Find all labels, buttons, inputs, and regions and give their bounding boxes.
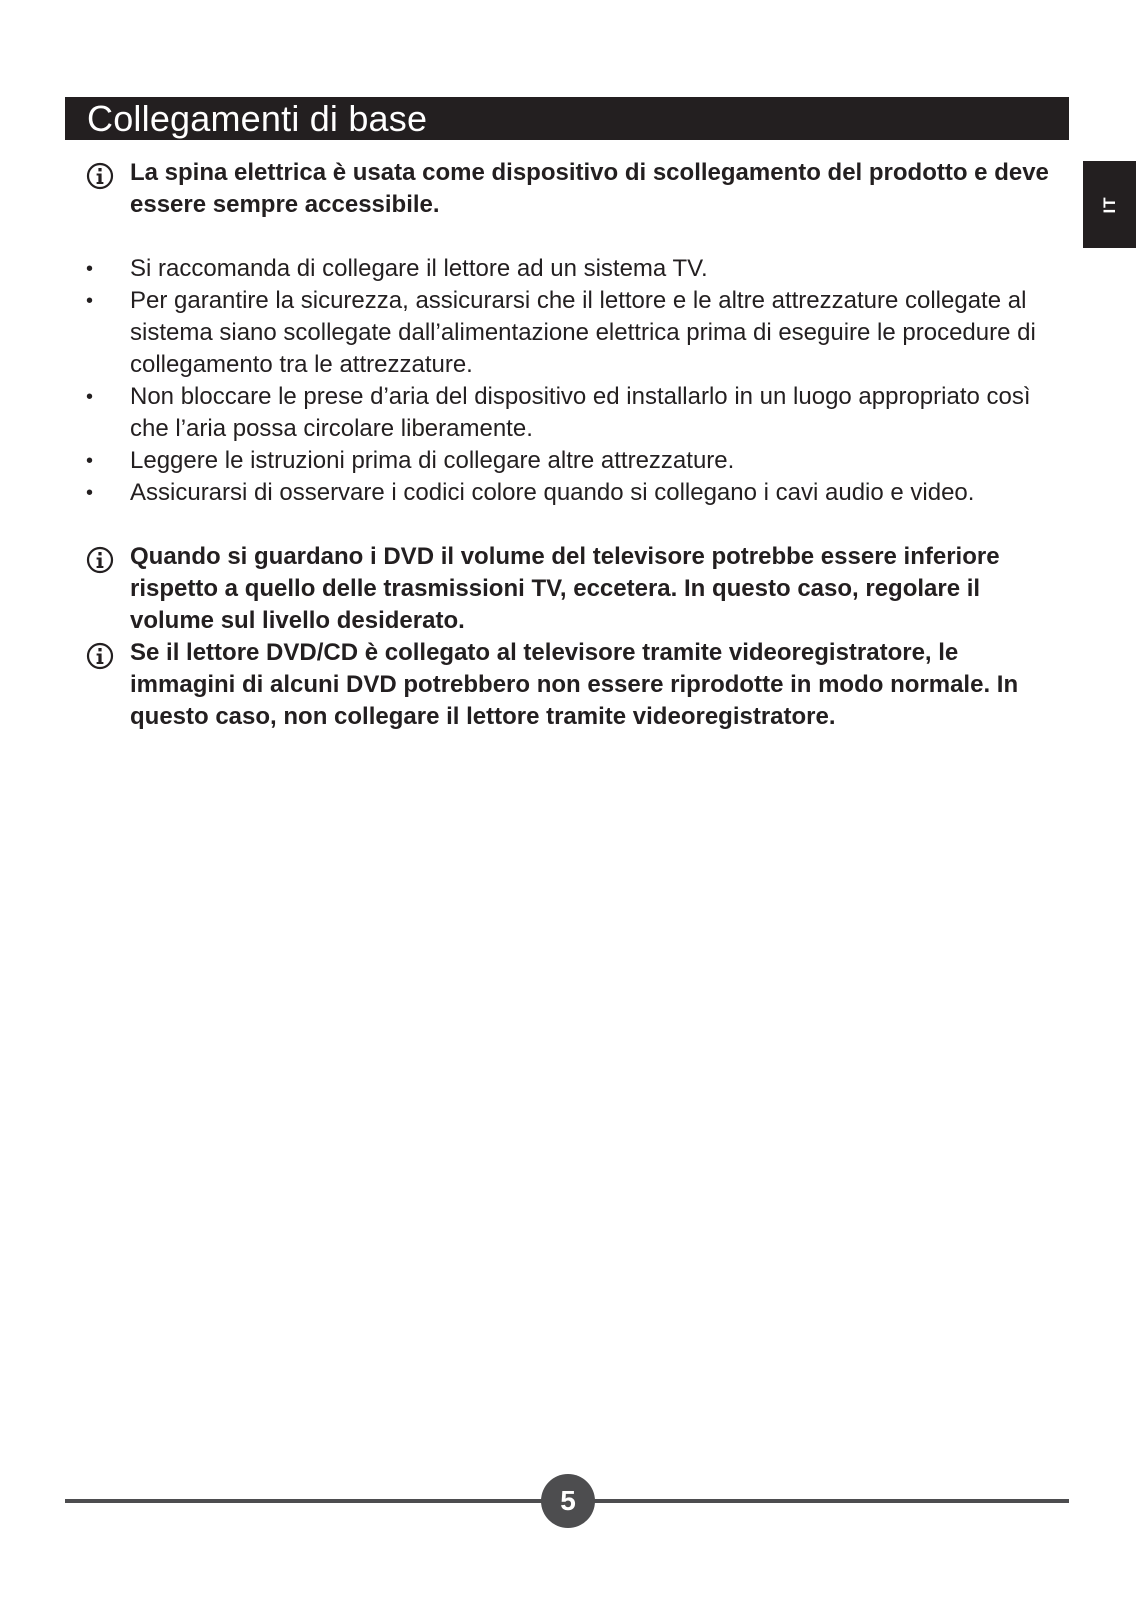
bullet-symbol: • (86, 258, 94, 280)
main-content (86, 157, 1066, 733)
note-text: Quando si guardano i DVD il volume del televisore potrebbe essere inferiore rispetto a quello delle trasmissioni TV, eccetera. In questo caso, regolare il volume sul livello desiderato. (130, 543, 1000, 634)
list-item (86, 445, 1066, 477)
note-text: Se il lettore DVD/CD è collegato al televisore tramite videoregistratore, le immagini di alcuni DVD potrebbero non essere riprodotte in modo normale. In questo caso, non collegare il lettore tramite videoregistratore. (130, 639, 1019, 730)
note-text: La spina elettrica è usata come dispositivo di scollegamento del prodotto e deve essere sempre accessibile. (130, 159, 1049, 218)
page-title: Collegamenti di base (87, 98, 428, 139)
info-icon (86, 541, 130, 573)
spacer (86, 221, 1066, 253)
list-item-text: Assicurarsi di osservare i codici colore quando si collegano i cavi audio e video. (130, 479, 975, 506)
language-tab-label: IT (1099, 195, 1119, 214)
list-item (86, 285, 1066, 381)
bullet-symbol: • (86, 450, 94, 472)
info-icon (86, 637, 130, 669)
bullet-symbol: • (86, 482, 94, 504)
language-tab (1083, 161, 1136, 248)
list-item (86, 477, 1066, 509)
list-item-text: Si raccomanda di collegare il lettore ad un sistema TV. (130, 255, 708, 282)
note-item (86, 637, 1066, 733)
list-item (86, 253, 1066, 285)
info-icon (86, 157, 130, 189)
bullet-symbol: • (86, 290, 94, 312)
list-item-text: Non bloccare le prese d’aria del dispositivo ed installarlo in un luogo appropriato così che l’aria possa circolare liberamente. (130, 383, 1031, 442)
note-item (86, 541, 1066, 637)
bullet-symbol: • (86, 386, 94, 408)
list-item-text: Per garantire la sicurezza, assicurarsi che il lettore e le altre attrezzature collegate al sistema siano scollegate dall’alimentazione elettrica prima di eseguire le procedure di collegamento tra le attrezzature. (130, 287, 1036, 378)
spacer (86, 509, 1066, 541)
section-title-bar (65, 97, 1069, 140)
list-item (86, 381, 1066, 445)
page-number: 5 (541, 1474, 595, 1528)
list-item-text: Leggere le istruzioni prima di collegare altre attrezzature. (130, 447, 735, 474)
note-item (86, 157, 1066, 221)
bullet-list (86, 253, 1066, 509)
